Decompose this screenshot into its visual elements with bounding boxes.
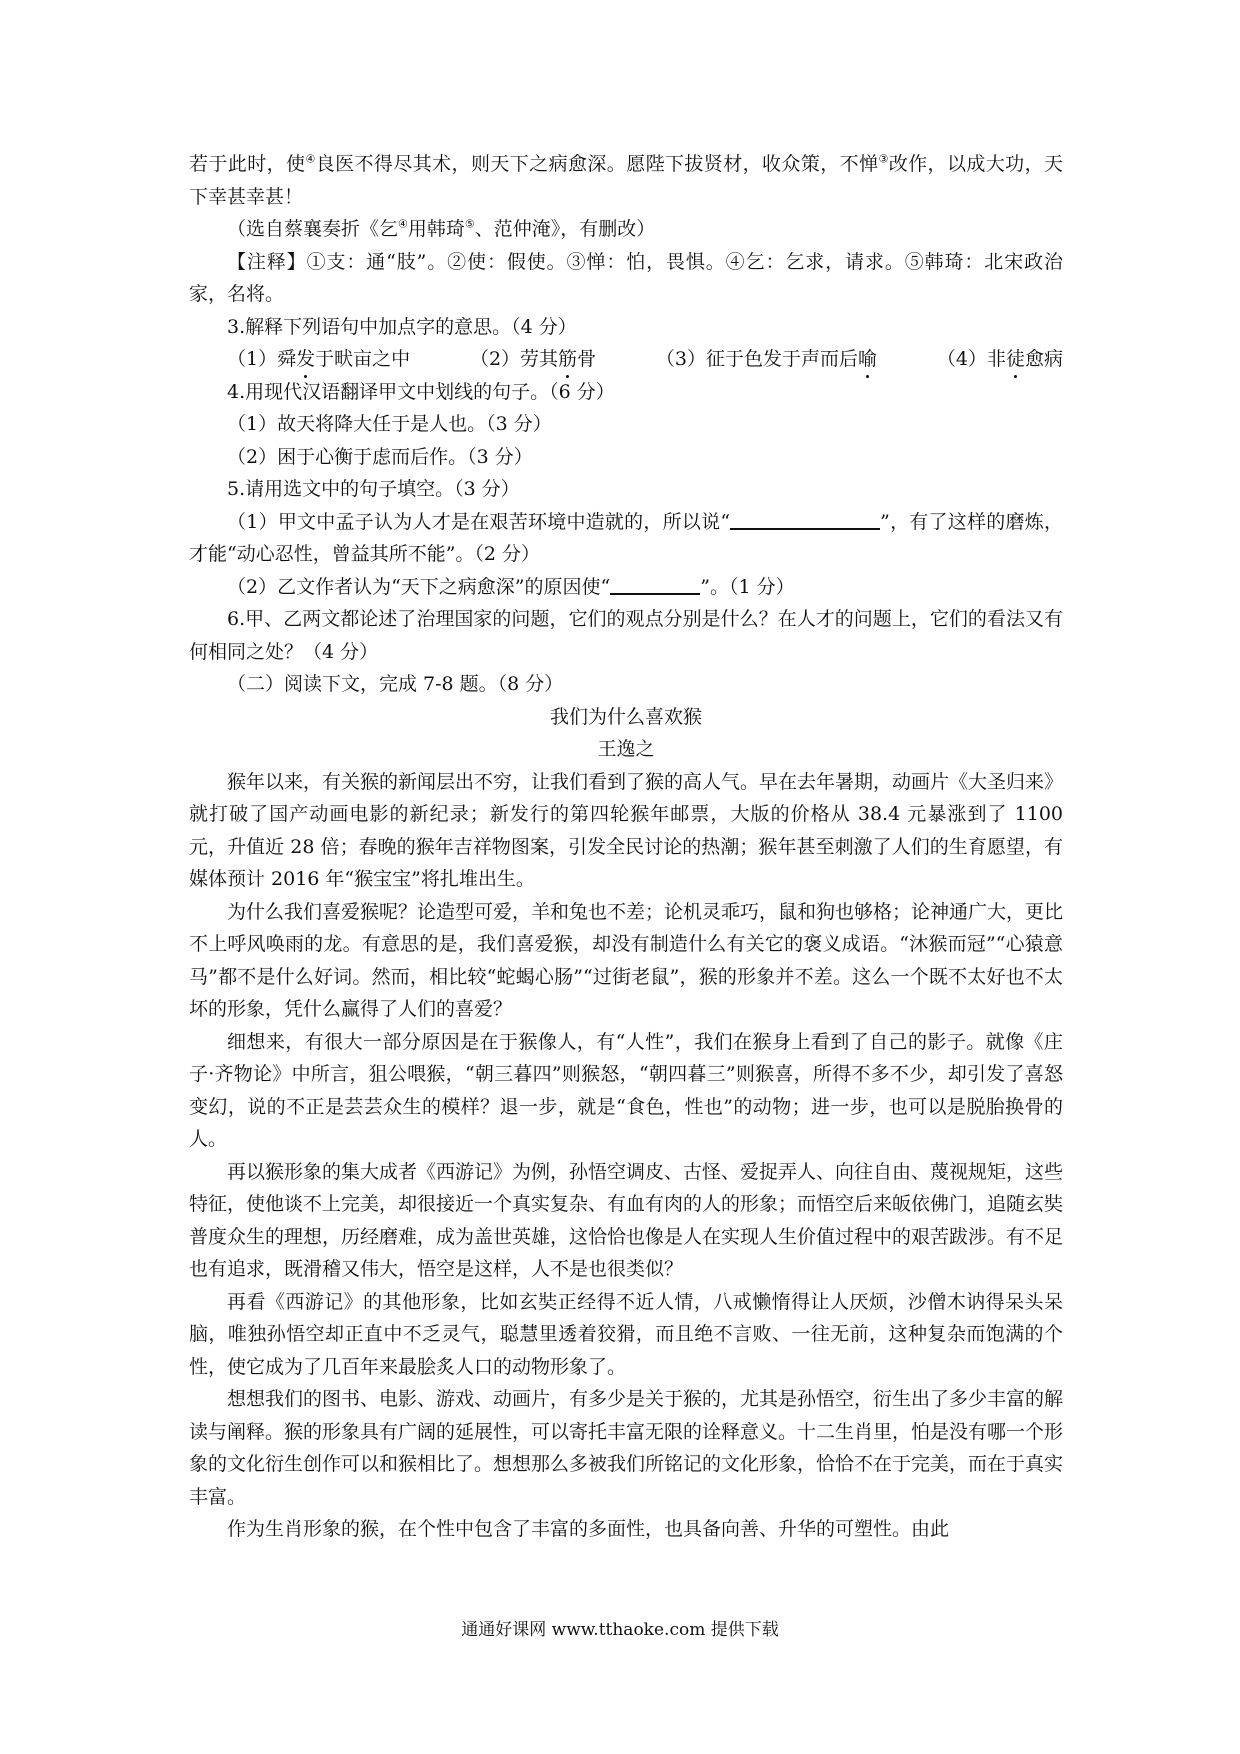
answer-blank[interactable] <box>610 575 700 595</box>
footnote-marker: ⑤ <box>464 217 475 231</box>
option-4: （4）非徒愈病 <box>937 343 1063 376</box>
question-5-part-2: （2）乙文作者认为“天下之病愈深”的原因使“ ”。（1 分） <box>227 575 795 598</box>
question-6: 6.甲、乙两文都论述了治理国家的问题，它们的观点分别是什么？在人才的问题上，它们的看法又有何相同之处？（4 分） <box>189 608 1063 663</box>
question-5: 5.请用选文中的句子填空。（3 分） <box>227 478 520 500</box>
question-4-part-1: （1）故天将降大任于是人也。（3 分） <box>227 413 552 435</box>
question-5-part-1: （1）甲文中孟子认为人才是在艰苦环境中造就的，所以说“ ”，有了这样的磨炼，才能“动心忍性，曾益其所不能”。（2 分） <box>189 510 1064 565</box>
article-author: 王逸之 <box>597 738 655 760</box>
dotted-char: 徒 <box>1006 343 1025 376</box>
source-citation: （选自蔡襄奏折《乞④用韩琦⑤、范仲淹》，有删改） <box>227 217 656 240</box>
question-4-part-2: （2）困于心衡于虑而后作。（3 分） <box>227 445 533 468</box>
question-4: 4.用现代汉语翻译甲文中划线的句子。（6 分） <box>227 380 615 403</box>
dotted-char: 喻 <box>858 343 877 376</box>
page-footer: 通通好课网 www.tthaoke.com 提供下载 <box>461 1620 779 1640</box>
article-paragraph: 再看《西游记》的其他形象，比如玄奘正经得不近人情，八戒懒惰得让人厌烦，沙僧木讷得呆头呆脑，唯独孙悟空却正直中不乏灵气，聪慧里透着狡猾，而且绝不言败、一往无前，这种复杂而饱满的个性，使它成为了几百年来最脍炙人口的动物形象了。 <box>189 1290 1063 1378</box>
dotted-char: 筋 <box>558 343 577 376</box>
document-body <box>189 148 1063 1546</box>
section-2-heading: （二）阅读下文，完成 7-8 题。（8 分） <box>227 673 564 695</box>
question-3: 3.解释下列语句中加点字的意思。（4 分） <box>227 315 577 338</box>
answer-blank[interactable] <box>730 510 880 530</box>
article-paragraph: 作为生肖形象的猴，在个性中包含了丰富的多面性，也具备向善、升华的可塑性。由此 <box>227 1518 950 1540</box>
dotted-char: 发 <box>296 343 315 376</box>
option-1: （1）舜发于畎亩之中 <box>227 343 410 376</box>
footnote-marker: ④ <box>305 152 316 166</box>
footnote-marker: ③ <box>878 152 889 166</box>
option-2: （2）劳其筋骨 <box>470 343 596 376</box>
article-paragraph: 为什么我们喜爱猴呢？论造型可爱，羊和兔也不差；论机灵乖巧，鼠和狗也够格；论神通广大，更比不上呼风唤雨的龙。有意思的是，我们喜爱猴，却没有制造什么有关它的褒义成语。“沐猴而冠”“心猿意马”都不是什么好词。然而，相比较“蛇蝎心肠”“过街老鼠”，猴的形象并不差。这么一个既不太好也不太坏的形象，凭什么赢得了人们的喜爱？ <box>189 900 1064 1020</box>
article-paragraph: 猴年以来，有关猴的新闻层出不穷，让我们看到了猴的高人气。早在去年暑期，动画片《大圣归来》就打破了国产动画电影的新纪录；新发行的第四轮猴年邮票，大版的价格从 38.4 元暴涨到了 1100 元，升值近 28 倍；春晚的猴年吉祥物图案，引发全民讨论的热潮；猴年甚至刺激了人们的生育愿望，有媒体预计 2016 年“猴宝宝”将扎堆出生。 <box>189 770 1064 890</box>
article-paragraph: 细想来，有很大一部分原因是在于猴像人，有“人性”，我们在猴身上看到了自己的影子。就像《庄子·齐物论》中所言，狙公喂猴，“朝三暮四”则猴怒，“朝四暮三”则猴喜，所得不多不少，却引发了喜怒变幻，说的不正是芸芸众生的模样？退一步，就是“食色，性也”的动物；进一步，也可以是脱胎换骨的人。 <box>189 1030 1063 1150</box>
footnote-marker: ④ <box>398 217 408 231</box>
intro-paragraph: 若于此时，使④良医不得尽其术，则天下之病愈深。愿陛下拔贤材，收众策，不惮③改作，以成大功，天下幸甚幸甚！ <box>189 152 1063 208</box>
article-paragraph: 想想我们的图书、电影、游戏、动画片，有多少是关于猴的，尤其是孙悟空，衍生出了多少丰富的解读与阐释。猴的形象具有广阔的延展性，可以寄托丰富无限的诠释意义。十二生肖里，怕是没有哪一个形象的文化衍生创作可以和猴相比了。想想那么多被我们所铭记的文化形象，恰恰不在于完美，而在于真实丰富。 <box>189 1388 1064 1508</box>
annotation-notes: 【注释】①支：通“肢”。②使：假使。③惮：怕，畏惧。④乞：乞求，请求。⑤韩琦：北宋政治家，名将。 <box>189 250 1063 305</box>
question-3-options <box>189 343 1063 376</box>
option-3: （3）征于色发于声而后喻 <box>656 343 877 376</box>
article-paragraph: 再以猴形象的集大成者《西游记》为例，孙悟空调皮、古怪、爱捉弄人、向往自由、蔑视规矩，这些特征，使他谈不上完美，却很接近一个真实复杂、有血有肉的人的形象；而悟空后来皈依佛门，追随玄奘普度众生的理想，历经磨难，成为盖世英雄，这恰恰也像是人在实现人生价值过程中的艰苦跋涉。有不足也有追求，既滑稽又伟大，悟空是这样，人不是也很类似？ <box>189 1160 1064 1280</box>
article-title: 我们为什么喜欢猴 <box>549 705 702 728</box>
